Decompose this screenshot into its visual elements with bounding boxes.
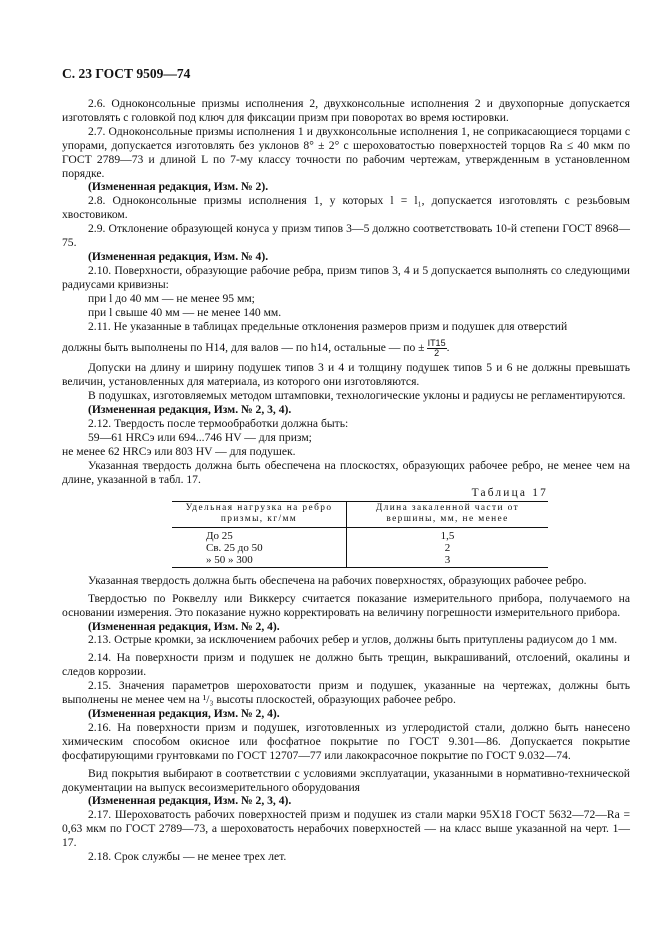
table-cell-load: До 25	[172, 528, 347, 543]
table-header-length: Длина закаленной части от вершины, мм, не менее	[347, 502, 549, 528]
paragraph-2-12-item: 59—61 HRCэ или 694...746 HV — для призм;	[88, 430, 312, 444]
revision-note: (Измененная редакция, Изм. № 4).	[88, 249, 269, 263]
paragraph-2-17: 2.17. Шероховатость рабочих поверхностей призм и подушек из стали марки 95Х18 ГОСТ 5632—72—Ra = 0,63 мкм по ГОСТ 2789—73, а шероховатость нерабочих поверхностей — на класс выше указанной на черт. 1—17.	[62, 808, 630, 850]
tolerance-end: .	[446, 341, 450, 355]
revision-note: (Измененная редакция, Изм. № 2, 4).	[88, 619, 280, 633]
paragraph-2-11: 2.11. Не указанные в таблицах предельные отклонения размеров призм и подушек для отверстий	[88, 319, 568, 333]
table-cell-length: 2	[444, 542, 451, 555]
page-header: С. 23 ГОСТ 9509—74	[62, 66, 191, 81]
paragraph-2-12-c: Указанная твердость должна быть обеспечена на плоскостях, образующих рабочее ребро, не менее чем на длине, указанной в табл. 17.	[62, 458, 630, 486]
paragraph-2-18: 2.18. Срок службы — не менее трех лет.	[88, 850, 287, 864]
paragraph-2-12: 2.12. Твердость после термообработки должна быть:	[88, 417, 349, 431]
paragraph-2-10-item: при l свыше 40 мм — не менее 140 мм.	[88, 305, 282, 319]
paragraph-2-16: 2.16. На поверхности призм и подушек, изготовленных из углеродистой стали, должно быть нанесено химическим способом окисное или фосфатное покрытие по ГОСТ 9.301—86. Допускается покрытие фосфатирующими грунтовками по ГОСТ 12707—77 или лакокрасочное покрытие по ГОСТ 9.032—74.	[62, 720, 630, 762]
paragraph-2-8: 2.8. Одноконсольные призмы исполнения 1, у которых l = l₁, допускается изготовлять с резьбовым хвостовиком.	[62, 194, 630, 222]
revision-note: (Измененная редакция, Изм. № 2, 4).	[88, 707, 280, 721]
paragraph-2-7: 2.7. Одноконсольные призмы исполнения 1 и двухконсольные исполнения 1, не соприкасающиеся торцами с упорами, допускается изготовлять без уклонов 8° ± 2° с шероховатостью поверхностей торцов Ra ≤ 40 мкм по ГОСТ 2789—73 и длиной L по 7-му классу точности по рабочим чертежам, утвержденным в установленном порядке.	[62, 124, 630, 180]
paragraph-2-15: 2.15. Значения параметров шероховатости призм и подушек, указанные на чертежах, должны быть выполнены не менее чем на ¹/₃ высоты плоскостей, образующих рабочее ребро.	[62, 679, 630, 707]
fraction-numerator: IT15	[427, 338, 446, 349]
table-header-load: Удельная нагрузка на ребро призмы, кг/мм	[172, 502, 347, 528]
paragraph-2-11-c: В подушках, изготовляемых методом штамповки, технологические уклоны и радиусы не регламентируются.	[88, 389, 626, 403]
paragraph-2-10: 2.10. Поверхности, образующие рабочие ребра, призм типов 3, 4 и 5 допускается выполнять со следующими радиусами кривизны:	[62, 263, 630, 291]
table-row	[172, 528, 548, 543]
paragraph-2-6: 2.6. Одноконсольные призмы исполнения 2, двухконсольные исполнения 2 и двухопорные допускается изготовлять с головкой под ключ для фиксации призм при поворотах во время юстировки.	[62, 97, 630, 124]
table-row	[172, 555, 548, 567]
paragraph-2-11-b: Допуски на длину и ширину подушек типов 3 и 4 и толщину подушек типов 5 и 6 не должны превышать величин, установленных для материала, из которого они изготовляются.	[62, 361, 630, 389]
revision-note: (Измененная редакция, Изм. № 2, 3, 4).	[88, 403, 292, 417]
table-cell-length: 1,5	[440, 530, 455, 543]
fraction-denominator: 2	[434, 348, 440, 359]
paragraph-2-14: 2.14. На поверхности призм и подушек не должно быть трещин, выкрашиваний, отслоений, окалины и следов коррозии.	[62, 651, 630, 679]
tolerance-text: должны быть выполнены по Н14, для валов — по h14, остальные — по ±	[62, 341, 425, 355]
tolerance-fraction	[427, 339, 447, 358]
paragraph-2-10-item: при l до 40 мм — не менее 95 мм;	[88, 291, 255, 305]
paragraph-2-9: 2.9. Отклонение образующей конуса у призм типов 3—5 должно соответствовать 10-й степени ГОСТ 8968—75.	[62, 222, 630, 250]
paragraph-after-table: Указанная твердость должна быть обеспечена на рабочих поверхностях, образующих рабочее ребро.	[88, 573, 587, 587]
paragraph-2-12-item: не менее 62 HRCэ или 803 HV — для подушек.	[62, 444, 296, 458]
paragraph-2-13: 2.13. Острые кромки, за исключением рабочих ребер и углов, должны быть притуплены радиусом до 1 мм.	[88, 633, 618, 647]
paragraph-after-table: Твердостью по Роквеллу или Виккерсу считается показание измерительного прибора, получаемого на основании измерения. Это показание нужно корректировать на величину погрешности измерительного прибора.	[62, 591, 630, 619]
revision-note: (Измененная редакция, Изм. № 2, 3, 4).	[88, 794, 292, 808]
table-cell-length: 3	[347, 555, 549, 567]
revision-note: (Измененная редакция, Изм. № 2).	[88, 180, 269, 194]
table-caption: Таблица 17	[471, 486, 548, 499]
paragraph-2-16-b: Вид покрытия выбирают в соответствии с условиями эксплуатации, указанными в нормативно-технической документации на выпуск весоизмерительного оборудования	[62, 766, 630, 794]
paragraph-2-11-tolerance	[62, 339, 630, 358]
table-cell-load: Св. 25 до 50	[172, 543, 347, 555]
table-cell-load: » 50 » 300	[172, 555, 347, 567]
table-17	[172, 501, 548, 567]
document-body	[62, 97, 630, 864]
